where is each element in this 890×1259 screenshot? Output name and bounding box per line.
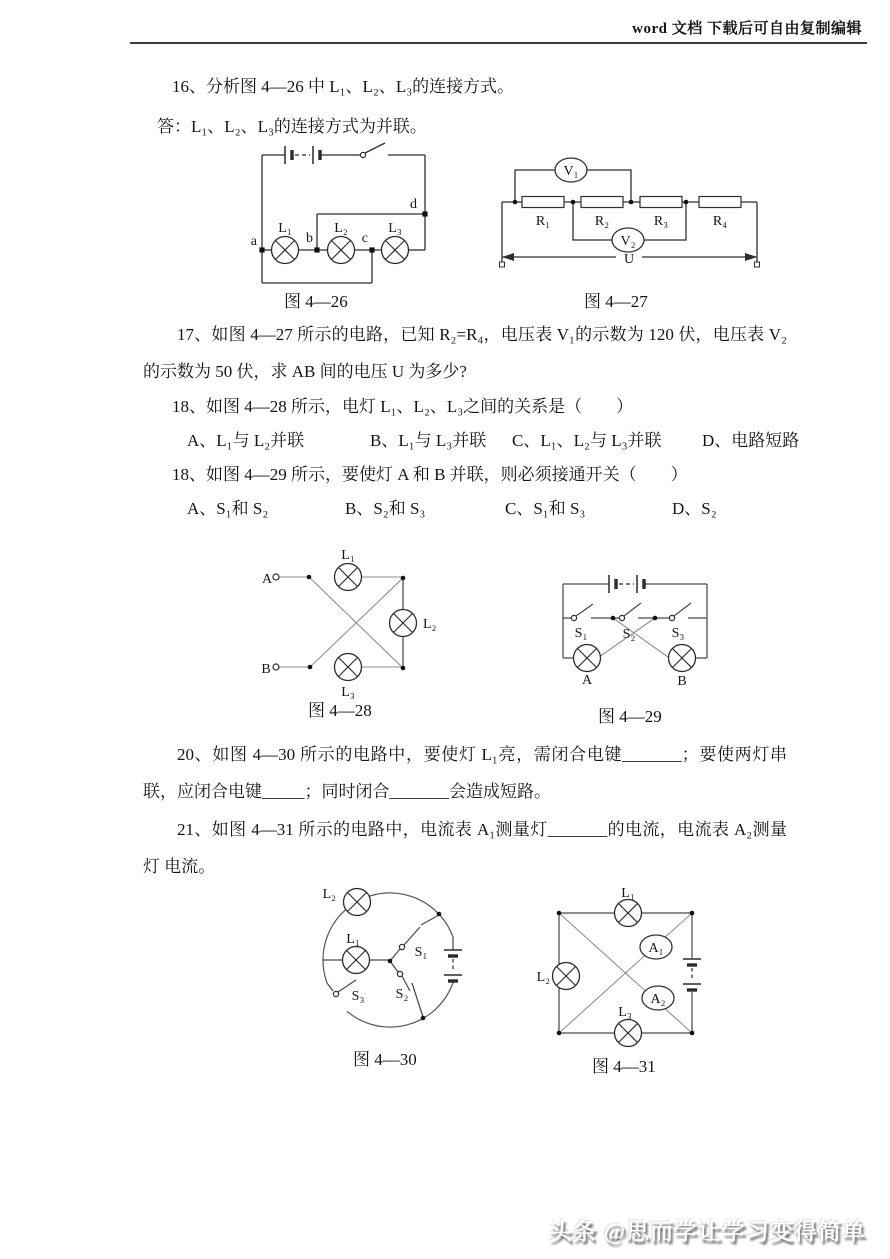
question-20-text: 20、如图 4—30 所示的电路中，要使灯 L₁亮，需闭合电键_______；要使两灯串联，应闭合电键_____；同时闭合_______会造成短路。 [143, 745, 787, 801]
choice-b: B、S₂和 S₃ [345, 499, 426, 518]
label-a: a [250, 234, 257, 249]
junction-dot [684, 200, 689, 205]
switch-icon [360, 152, 365, 157]
battery-icon [609, 575, 644, 593]
lamp-l1-icon [335, 564, 362, 591]
label-l2: L₂ [322, 887, 336, 902]
node-dot [653, 616, 658, 621]
label-s1: S₁ [574, 626, 588, 641]
label-l3: L₃ [341, 685, 355, 700]
question-18-text: 18、如图 4—28 所示，电灯 L₁、L₂、L₃之间的关系是（ ） [172, 397, 634, 416]
label-s3: S₃ [351, 989, 365, 1004]
terminal-left [500, 262, 505, 267]
node-b [314, 247, 319, 252]
battery-icon [444, 950, 462, 981]
lamp-l1-icon [343, 947, 370, 974]
terminal-b [273, 664, 279, 670]
figure-4-29-circuit [545, 558, 780, 718]
label-b: b [306, 231, 313, 246]
switch-s2-icon [397, 971, 402, 976]
figure-4-29-caption: 图 4—29 [598, 707, 662, 726]
label-b: B [677, 674, 687, 689]
label-v2: V₂ [620, 234, 636, 249]
figure-4-26-circuit [233, 140, 465, 292]
arrowhead-right [745, 253, 757, 261]
lamp-l3-icon [335, 654, 362, 681]
switch-s3-icon [669, 615, 674, 620]
junction-dot [513, 200, 518, 205]
label-v1: V₁ [563, 164, 579, 179]
lamp-l3-icon [615, 1020, 642, 1047]
question-16-text: 16、分析图 4—26 中 L₁、L₂、L₃的连接方式。 [172, 77, 515, 96]
figure-4-27-caption: 图 4—27 [584, 292, 648, 311]
label-l1: L₁ [346, 932, 360, 947]
label-u: U [623, 252, 635, 267]
terminal-right [755, 262, 760, 267]
answer-16-text: 答：L₁、L₂、L₃的连接方式为并联。 [157, 117, 427, 136]
arrowhead-left [502, 253, 514, 261]
figure-4-28-caption: 图 4—28 [308, 701, 372, 720]
label-s3: S₃ [671, 626, 685, 641]
node-dot [307, 575, 312, 580]
figure-4-28-circuit [245, 545, 460, 705]
label-r1: R₁ [535, 214, 551, 229]
label-l1: L₁ [278, 221, 292, 236]
label-l2: L₂ [334, 221, 348, 236]
figure-4-31-circuit [530, 875, 735, 1053]
switch-s2-icon [619, 615, 624, 620]
label-s2: S₂ [622, 627, 636, 642]
switch-s3-icon [333, 991, 338, 996]
node-c [369, 247, 374, 252]
label-d: d [410, 197, 417, 212]
lamp-l2-icon [390, 610, 417, 637]
switch-s1-icon [399, 944, 404, 949]
node-dot [308, 665, 313, 670]
figure-4-26-caption: 图 4—26 [284, 292, 348, 311]
label-l3: L₃ [388, 221, 402, 236]
node-dot [401, 576, 406, 581]
label-l1: L₁ [341, 548, 355, 563]
lamp-l2-icon [553, 963, 580, 990]
label-s2: S₂ [395, 987, 409, 1002]
label-c: c [361, 231, 368, 246]
node-dot [690, 1031, 695, 1036]
wires [323, 915, 453, 1017]
watermark-text: 头条 @思而学让学习变得简单 [548, 1219, 866, 1244]
label-l2: L₂ [536, 970, 550, 985]
label-r3: R₃ [653, 214, 669, 229]
question-17-text: 17、如图 4—27 所示的电路，已知 R₂=R₄，电压表 V₁的示数为 120 伏，电压表 V₂的示数为 50 伏，求 AB 间的电压 U 为多少? [143, 325, 787, 381]
choice-a: A、L₁与 L₂并联 [187, 431, 305, 450]
label-b: B [261, 662, 271, 677]
choice-d: D、S₂ [672, 499, 717, 518]
node-dot [611, 616, 616, 621]
label-a1: A₁ [648, 941, 664, 956]
wires [279, 577, 403, 668]
lamp-l1-icon [272, 237, 299, 264]
choice-d: D、电路短路 [702, 431, 800, 450]
label-l2: L₂ [423, 617, 437, 632]
lamp-l1-icon [615, 900, 642, 927]
question-19-text: 18、如图 4—29 所示，要使灯 A 和 B 并联，则必须接通开关（ ） [172, 465, 688, 484]
lamp-a-icon [574, 645, 601, 672]
lamp-l2-icon [344, 889, 371, 916]
junction-dot [571, 200, 576, 205]
label-s1: S₁ [414, 945, 428, 960]
label-l1: L₁ [621, 886, 635, 901]
terminal-a [273, 574, 279, 580]
choice-c: C、L₁、L₂与 L₃并联 [512, 431, 662, 450]
label-a2: A₂ [650, 992, 666, 1007]
node-dot [421, 1016, 426, 1021]
figure-4-31-caption: 图 4—31 [592, 1057, 656, 1076]
figure-4-27-circuit [485, 148, 780, 278]
junction-dot [629, 200, 634, 205]
lamp-l3-icon [382, 237, 409, 264]
figure-4-30-caption: 图 4—30 [353, 1050, 417, 1069]
lamp-b-icon [669, 645, 696, 672]
node-dot [388, 959, 393, 964]
battery-icon [285, 146, 320, 164]
choice-a: A、S₁和 S₂ [187, 499, 269, 518]
figure-4-30-circuit [298, 872, 502, 1044]
header-note: word 文档 下载后可自由复制编辑 [632, 21, 862, 37]
switch-s1-icon [571, 615, 576, 620]
lamp-l2-icon [328, 237, 355, 264]
header-rule [130, 42, 867, 44]
choice-c: C、S₁和 S₃ [505, 499, 586, 518]
label-r2: R₂ [594, 214, 610, 229]
node-a [259, 247, 264, 252]
node-dot [401, 666, 406, 671]
node-d [422, 211, 427, 216]
label-a: A [581, 673, 593, 688]
choice-b: B、L₁与 L₃并联 [370, 431, 487, 450]
node-dot [557, 911, 562, 916]
node-dot [437, 912, 442, 917]
node-dot [690, 911, 695, 916]
question-21-text: 21、如图 4—31 所示的电路中，电流表 A₁测量灯_______的电流，电流表 A₂测量灯 电流。 [143, 820, 787, 876]
label-l3: L₃ [618, 1005, 632, 1020]
label-r4: R₄ [712, 214, 728, 229]
label-a: A [261, 572, 273, 587]
node-dot [557, 1031, 562, 1036]
